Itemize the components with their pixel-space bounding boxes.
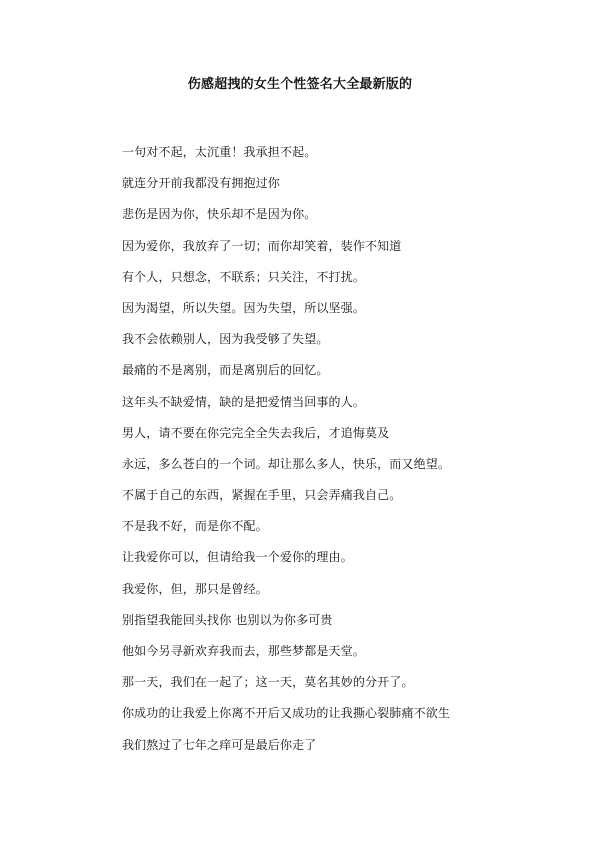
signature-line: 永远，多么苍白的一个词。却让那么多人，快乐，而又绝望。 [122,456,451,471]
signature-line: 就连分开前我都没有拥抱过你 [122,176,280,191]
signature-line: 有个人，只想念，不联系；只关注，不打扰。 [122,269,366,284]
signature-line: 不属于自己的东西，紧握在手里，只会弄痛我自己。 [122,488,402,503]
signature-line: 别指望我能回头找你 也别以为你多可贵 [122,612,333,627]
signature-line: 这年头不缺爱情，缺的是把爱情当回事的人。 [122,394,366,409]
document-title: 伤感超拽的女生个性签名大全最新版的 [187,77,413,92]
signature-line: 男人，请不要在你完完全全失去我后，才追悔莫及 [122,425,390,440]
signature-line: 我爱你，但，那只是曾经。 [122,581,268,596]
signature-line: 你成功的让我爱上你离不开后又成功的让我撕心裂肺痛不欲生 [122,706,451,721]
signature-line: 让我爱你可以，但请给我一个爱你的理由。 [122,550,353,565]
signature-line: 我们熬过了七年之痒可是最后你走了 [122,737,317,752]
signature-line: 因为渴望，所以失望。因为失望，所以坚强。 [122,300,366,315]
signature-line: 悲伤是因为你，快乐却不是因为你。 [122,207,317,222]
signature-line: 一句对不起，太沉重！我承担不起。 [122,145,317,159]
signature-line: 因为爱你，我放弃了一切；而你却笑着，装作不知道 [122,238,402,253]
signature-line: 我不会依赖别人，因为我受够了失望。 [122,332,329,347]
signature-line: 那一天，我们在一起了；这一天，莫名其妙的分开了。 [122,675,414,690]
signature-list [122,144,502,768]
signature-line: 他如今另寻新欢弃我而去，那些梦都是天堂。 [122,644,366,658]
signature-line: 不是我不好，而是你不配。 [122,519,268,534]
signature-line: 最痛的不是离别，而是离别后的回忆。 [122,363,329,378]
